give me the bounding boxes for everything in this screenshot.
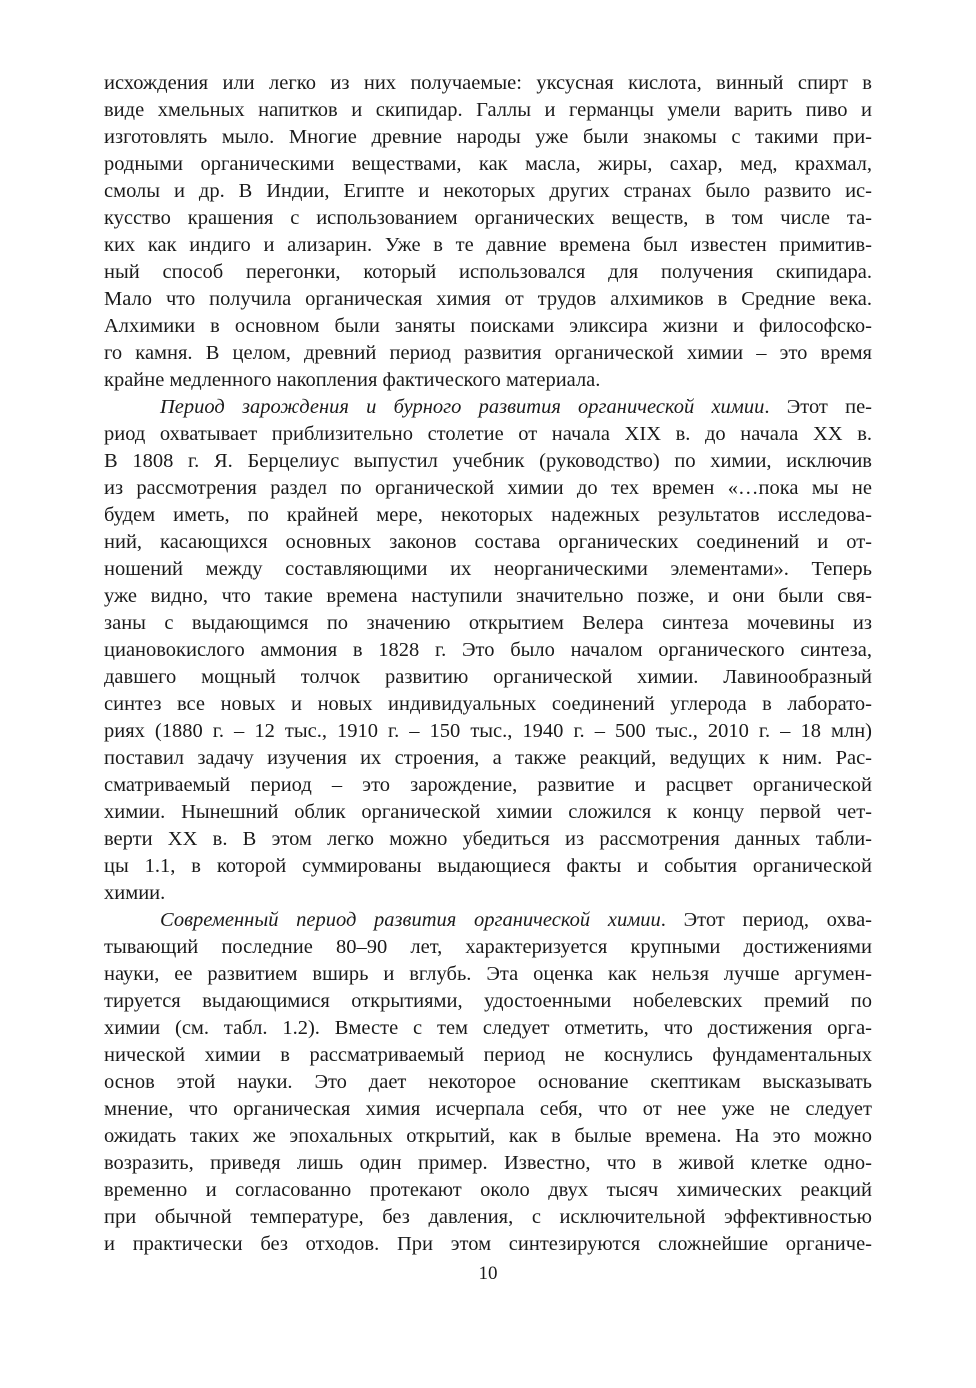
text-line-with-heading bbox=[104, 394, 872, 421]
text-line: химии. Нынешний облик органической химии сложился к концу первой чет- bbox=[104, 801, 872, 823]
text-line: цы 1.1, в которой суммированы выдающиеся факты и события органической bbox=[104, 855, 872, 877]
text-line: ких как индиго и ализарин. Уже в те давние времена был известен примитив- bbox=[104, 234, 872, 256]
line-remainder: . Этот пе- bbox=[764, 396, 872, 418]
text-line: основ этой науки. Это дает некоторое основание скептикам высказывать bbox=[104, 1071, 872, 1093]
text-line: и практически без отходов. При этом синтезируются сложнейшие органиче- bbox=[104, 1233, 872, 1255]
text-line: тывающий последние 80–90 лет, характеризуется крупными достижениями bbox=[104, 936, 872, 958]
text-line: заны с выдающимся по значению открытием Велера синтеза мочевины из bbox=[104, 612, 872, 634]
italic-heading: Период зарождения и бурного развития органической химии bbox=[160, 396, 765, 418]
text-line-with-heading bbox=[104, 907, 872, 934]
text-line: кусство крашения с использованием органических веществ, в том числе та- bbox=[104, 207, 872, 229]
paragraph-modern-period bbox=[104, 907, 872, 1258]
document-body bbox=[104, 70, 872, 1258]
italic-heading: Современный период развития органической химии bbox=[160, 909, 661, 931]
text-line: Алхимики в основном были заняты поисками эликсира жизни и философско- bbox=[104, 315, 872, 337]
text-line: родными органическими веществами, как масла, жиры, сахар, мед, крахмал, bbox=[104, 153, 872, 175]
text-line: ний, касающихся основных законов состава органических соединений и от- bbox=[104, 531, 872, 553]
text-line: риод охватывает приблизительно столетие от начала XIX в. до начала XX в. bbox=[104, 423, 872, 445]
text-line: Мало что получила органическая химия от трудов алхимиков в Средние века. bbox=[104, 288, 872, 310]
text-line: циановокислого аммония в 1828 г. Это было началом органического синтеза, bbox=[104, 639, 872, 661]
text-line: при обычной температуре, без давления, с исключительной эффективностью bbox=[104, 1206, 872, 1228]
text-line: возразить, приведя лишь один пример. Известно, что в живой клетке одно- bbox=[104, 1152, 872, 1174]
text-line: крайне медленного накопления фактического материала. bbox=[104, 369, 601, 391]
text-line: будем иметь, по крайней мере, некоторых надежных результатов исследова- bbox=[104, 504, 872, 526]
text-line: нической химии в рассматриваемый период не коснулись фундаментальных bbox=[104, 1044, 872, 1066]
text-line: риях (1880 г. – 12 тыс., 1910 г. – 150 тыс., 1940 г. – 500 тыс., 2010 г. – 18 млн) bbox=[104, 720, 872, 742]
text-line: химии (см. табл. 1.2). Вместе с тем следует отметить, что достижения орга- bbox=[104, 1017, 872, 1039]
text-line: сматриваемый период – это зарождение, развитие и расцвет органической bbox=[104, 774, 872, 796]
paragraph-origin-period bbox=[104, 394, 872, 907]
text-line: мнение, что органическая химия исчерпала себя, что от нее уже не следует bbox=[104, 1098, 872, 1120]
text-line: давшего мощный толчок развитию органической химии. Лавинообразный bbox=[104, 666, 872, 688]
page-number: 10 bbox=[478, 1263, 498, 1284]
text-line: синтез все новых и новых индивидуальных соединений углерода в лаборато- bbox=[104, 693, 872, 715]
text-line: поставил задачу изучения их строения, а также реакций, ведущих к ним. Рас- bbox=[104, 747, 872, 769]
text-line: верти XX в. В этом легко можно убедиться из рассмотрения данных табли- bbox=[104, 828, 872, 850]
text-line: ный способ перегонки, который использовался для получения скипидара. bbox=[104, 261, 872, 283]
line-remainder: . Этот период, охва- bbox=[660, 909, 873, 931]
text-line: виде хмельных напитков и скипидар. Галлы и германцы умели варить пиво и bbox=[104, 99, 872, 121]
paragraph-ancient-period bbox=[104, 70, 872, 394]
text-line: химии. bbox=[104, 882, 166, 904]
text-line: временно и согласованно протекают около двух тысяч химических реакций bbox=[104, 1179, 872, 1201]
text-line: го камня. В целом, древний период развития органической химии – это время bbox=[104, 342, 872, 364]
text-line: тируется выдающимися открытиями, удостоенными нобелевских премий по bbox=[104, 990, 872, 1012]
text-line: исхождения или легко из них получаемые: уксусная кислота, винный спирт в bbox=[104, 72, 872, 94]
text-line: из рассмотрения раздел по органической химии до тех времен «…пока мы не bbox=[104, 477, 872, 499]
text-line: смолы и др. В Индии, Египте и некоторых других странах было развито ис- bbox=[104, 180, 872, 202]
text-line: науки, ее развитием вширь и вглубь. Эта оценка как нельзя лучше аргумен- bbox=[104, 963, 872, 985]
text-line: ношений между составляющими их неорганическими элементами». Теперь bbox=[104, 558, 872, 580]
text-line: ожидать таких же эпохальных открытий, как в былые времена. На это можно bbox=[104, 1125, 872, 1147]
text-line: уже видно, что такие времена наступили значительно позже, и они были свя- bbox=[104, 585, 872, 607]
text-line: В 1808 г. Я. Берцелиус выпустил учебник (руководство) по химии, исключив bbox=[104, 450, 872, 472]
text-line: изготовлять мыло. Многие древние народы уже были знакомы с такими при- bbox=[104, 126, 872, 148]
